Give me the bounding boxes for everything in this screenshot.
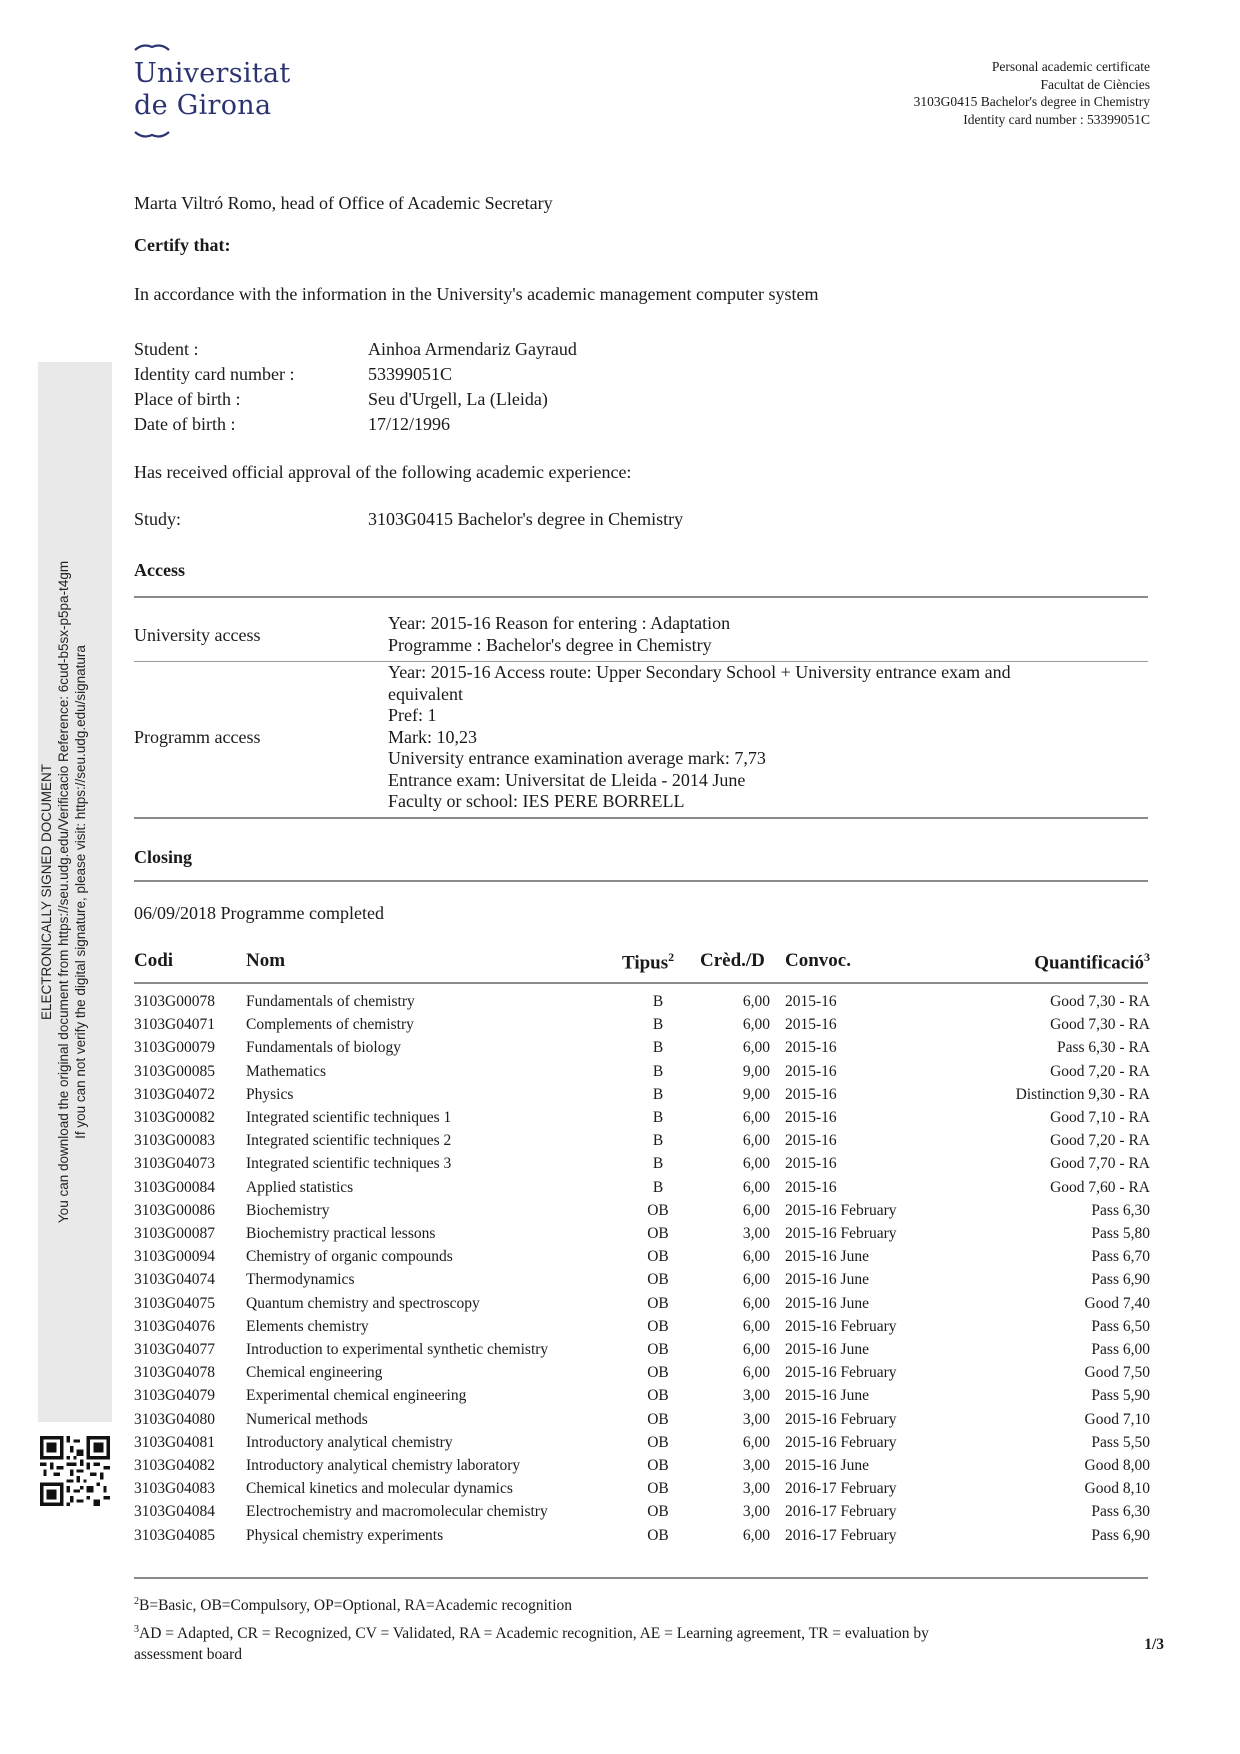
course-name: Physics <box>246 1085 294 1103</box>
course-type: OB <box>647 1201 669 1219</box>
course-name: Chemical engineering <box>246 1364 383 1382</box>
course-type: OB <box>647 1503 669 1521</box>
study-value: 3103G0415 Bachelor's degree in Chemistry <box>368 509 684 529</box>
access-heading: Access <box>134 560 185 580</box>
course-qualification: Good 7,60 - RA <box>1050 1178 1150 1196</box>
course-qualification: Pass 6,50 <box>1091 1317 1150 1335</box>
course-convocation: 2015-16 <box>785 1062 837 1080</box>
course-name: Quantum chemistry and spectroscopy <box>246 1294 480 1312</box>
course-type: B <box>652 1155 664 1173</box>
course-type: OB <box>647 1410 669 1428</box>
table-row <box>0 1039 1240 1062</box>
header-line-id: Identity card number : 53399051C <box>963 111 1150 127</box>
course-code: 3103G00083 <box>134 1132 215 1150</box>
table-row <box>0 1295 1240 1318</box>
course-name: Chemistry of organic compounds <box>246 1248 453 1266</box>
course-code: 3103G00094 <box>134 1248 215 1266</box>
course-convocation: 2015-16 <box>785 1016 837 1034</box>
course-code: 3103G00078 <box>134 993 215 1010</box>
course-convocation: 2015-16 June <box>785 1294 869 1312</box>
footnote-ref-2: 2 <box>668 950 675 964</box>
course-code: 3103G00086 <box>134 1201 215 1219</box>
course-credits: 9,00 <box>742 1085 770 1103</box>
course-qualification: Pass 6,90 <box>1091 1271 1150 1289</box>
course-name: Electrochemistry and macromolecular chemistry <box>246 1503 548 1521</box>
closing-text: 06/09/2018 Programme completed <box>134 903 384 923</box>
closing-heading: Closing <box>134 847 193 867</box>
col-header-name: Nom <box>246 950 286 971</box>
course-type: B <box>652 1132 664 1150</box>
approval-statement: Has received official approval of the following academic experience: <box>134 462 632 482</box>
id-card-label: Identity card number : <box>134 364 295 384</box>
access-detail-line: Programme : Bachelor's degree in Chemistry <box>388 634 712 655</box>
course-name: Biochemistry <box>246 1201 330 1219</box>
course-qualification: Pass 5,90 <box>1091 1387 1150 1405</box>
course-credits: 9,00 <box>742 1062 770 1080</box>
course-qualification: Good 8,10 <box>1084 1480 1150 1498</box>
col-header-code: Codi <box>134 950 174 971</box>
course-name: Introduction to experimental synthetic chemistry <box>246 1341 549 1358</box>
course-type: OB <box>647 1225 669 1242</box>
course-convocation: 2016-17 February <box>785 1526 897 1544</box>
accordance-statement: In accordance with the information in the University's academic management computer system <box>134 284 819 304</box>
course-convocation: 2015-16 June <box>785 1248 869 1266</box>
course-convocation: 2016-17 February <box>785 1503 897 1521</box>
col-header-type-text: Tipus <box>622 952 669 974</box>
course-code: 3103G04081 <box>134 1433 215 1451</box>
table-row <box>0 1503 1240 1526</box>
birthplace-value: Seu d'Urgell, La (Lleida) <box>368 389 548 409</box>
course-type: OB <box>647 1364 669 1382</box>
verification-signature-url: If you can not verify the digital signature, please visit: https://seu.udg.edu/signatura <box>73 645 88 1139</box>
footnote-3-text: AD = Adapted, CR = Recognized, CV = Validated, RA = Academic recognition, AE = Learning agreement, TR = evaluation by <box>139 1625 929 1643</box>
access-detail-line: Year: 2015-16 Access route: Upper Secondary School + University entrance exam and <box>388 662 1011 682</box>
course-qualification: Good 7,10 <box>1084 1410 1150 1428</box>
course-convocation: 2015-16 February <box>785 1410 897 1428</box>
course-credits: 6,00 <box>742 1248 770 1266</box>
course-qualification: Pass 6,90 <box>1091 1526 1150 1544</box>
table-row <box>0 1527 1240 1550</box>
course-qualification: Pass 6,70 <box>1091 1248 1150 1266</box>
course-code: 3103G04072 <box>134 1085 215 1103</box>
course-credits: 6,00 <box>742 1317 770 1335</box>
access-detail-line: Faculty or school: IES PERE BORRELL <box>388 791 685 811</box>
course-code: 3103G04083 <box>134 1480 215 1498</box>
footnote-ref-3: 3 <box>1144 950 1150 964</box>
signer-statement: Marta Viltró Romo, head of Office of Academic Secretary <box>134 193 553 213</box>
course-name: Fundamentals of chemistry <box>246 993 415 1010</box>
course-convocation: 2015-16 February <box>785 1225 897 1242</box>
programme-access-details <box>388 662 1148 813</box>
course-credits: 6,00 <box>742 1039 770 1057</box>
id-card-value: 53399051C <box>368 364 453 384</box>
course-convocation: 2015-16 June <box>785 1387 869 1405</box>
course-type: OB <box>647 1317 669 1335</box>
course-name: Numerical methods <box>246 1410 368 1428</box>
course-convocation: 2015-16 <box>785 1132 837 1150</box>
course-header-rule <box>134 982 1148 984</box>
course-qualification: Distinction 9,30 - RA <box>1015 1085 1150 1103</box>
course-credits: 6,00 <box>742 1526 770 1544</box>
birthdate-value: 17/12/1996 <box>368 414 451 434</box>
table-row <box>0 1086 1240 1109</box>
footnote-3 <box>134 1624 929 1643</box>
course-qualification: Pass 6,30 <box>1091 1503 1150 1521</box>
page-number: 1/3 <box>1144 1636 1164 1653</box>
course-qualification: Good 7,20 - RA <box>1050 1132 1150 1150</box>
course-type: OB <box>647 1457 669 1474</box>
table-row <box>0 1341 1240 1364</box>
course-credits: 6,00 <box>742 1109 770 1126</box>
course-name: Introductory analytical chemistry <box>246 1433 453 1451</box>
course-code: 3103G00085 <box>134 1062 215 1080</box>
course-credits: 3,00 <box>742 1387 770 1405</box>
course-credits: 6,00 <box>742 1341 770 1358</box>
course-type: OB <box>647 1480 669 1498</box>
course-convocation: 2015-16 <box>785 993 837 1010</box>
course-qualification: Good 7,10 - RA <box>1050 1109 1150 1126</box>
course-type: OB <box>647 1341 669 1358</box>
table-row <box>0 1411 1240 1434</box>
closing-rule <box>134 880 1148 882</box>
table-row <box>0 1202 1240 1225</box>
course-code: 3103G00082 <box>134 1109 215 1126</box>
logo-text-line2: de Girona <box>134 90 272 121</box>
access-detail-line: Year: 2015-16 Reason for entering : Adaptation <box>388 613 731 633</box>
course-convocation: 2015-16 February <box>785 1317 897 1335</box>
course-code: 3103G04080 <box>134 1410 215 1428</box>
course-code: 3103G00087 <box>134 1225 215 1242</box>
table-row <box>0 1248 1240 1271</box>
course-code: 3103G00079 <box>134 1039 215 1057</box>
course-type: OB <box>647 1433 669 1451</box>
course-credits: 6,00 <box>742 1201 770 1219</box>
footnote-2-mark: 2 <box>134 1596 139 1607</box>
course-type: OB <box>647 1271 669 1289</box>
course-credits: 6,00 <box>742 993 770 1010</box>
table-row <box>0 1434 1240 1457</box>
course-name: Introductory analytical chemistry laboratory <box>246 1457 521 1474</box>
course-convocation: 2015-16 <box>785 1109 837 1126</box>
course-credits: 6,00 <box>742 1433 770 1451</box>
course-type: OB <box>647 1248 669 1266</box>
course-name: Mathematics <box>246 1062 327 1080</box>
course-name: Fundamentals of biology <box>246 1039 401 1057</box>
course-convocation: 2015-16 June <box>785 1271 869 1289</box>
course-convocation: 2015-16 <box>785 1039 837 1057</box>
course-qualification: Good 7,30 - RA <box>1050 1016 1150 1034</box>
course-qualification: Good 7,30 - RA <box>1050 993 1150 1010</box>
programme-access-label: Programm access <box>134 727 261 747</box>
student-label: Student : <box>134 339 199 359</box>
table-row <box>0 1155 1240 1178</box>
course-credits: 6,00 <box>742 1016 770 1034</box>
footnote-2-text: B=Basic, OB=Compulsory, OP=Optional, RA=Academic recognition <box>139 1597 573 1615</box>
verification-download-url: You can download the original document from https://seu.udg.edu/Verificacio Reference: 6cud-b5sx-p5pa-t4gm <box>56 560 71 1224</box>
header-line-faculty: Facultat de Ciències <box>1040 76 1150 92</box>
course-credits: 3,00 <box>742 1225 770 1242</box>
table-row <box>0 993 1240 1016</box>
table-row <box>0 1318 1240 1341</box>
course-name: Applied statistics <box>246 1178 354 1196</box>
certify-heading: Certify that: <box>134 235 231 255</box>
course-qualification: Pass 6,00 <box>1091 1341 1150 1358</box>
course-name: Biochemistry practical lessons <box>246 1225 436 1242</box>
logo-bottom-ornament <box>134 130 170 142</box>
course-credits: 6,00 <box>742 1364 770 1382</box>
course-type: B <box>652 1016 664 1034</box>
table-row <box>0 1225 1240 1248</box>
course-qualification: Good 8,00 <box>1084 1457 1150 1474</box>
verification-title: ELECTRONICALLY SIGNED DOCUMENT <box>39 763 54 1021</box>
course-code: 3103G04074 <box>134 1271 215 1289</box>
course-name: Chemical kinetics and molecular dynamics <box>246 1480 513 1498</box>
course-name: Complements of chemistry <box>246 1016 414 1034</box>
course-code: 3103G04078 <box>134 1364 215 1382</box>
footnote-rule <box>134 1577 1148 1579</box>
course-code: 3103G00084 <box>134 1178 215 1196</box>
course-type: B <box>652 993 664 1010</box>
course-credits: 3,00 <box>742 1480 770 1498</box>
table-row <box>0 1132 1240 1155</box>
col-header-convocation: Convoc. <box>785 950 851 971</box>
course-code: 3103G04075 <box>134 1294 215 1312</box>
table-row <box>0 1063 1240 1086</box>
course-name: Physical chemistry experiments <box>246 1526 444 1544</box>
logo-top-ornament <box>134 42 170 52</box>
course-convocation: 2015-16 June <box>785 1341 869 1358</box>
course-name: Experimental chemical engineering <box>246 1387 467 1405</box>
course-credits: 3,00 <box>742 1410 770 1428</box>
col-header-qualification <box>1034 950 1150 974</box>
course-code: 3103G04076 <box>134 1317 215 1335</box>
course-qualification: Pass 6,30 <box>1091 1201 1150 1219</box>
course-type: B <box>652 1039 664 1057</box>
table-row <box>0 1457 1240 1480</box>
table-row <box>0 1016 1240 1039</box>
course-qualification: Good 7,50 <box>1084 1364 1150 1382</box>
course-credits: 6,00 <box>742 1132 770 1150</box>
table-row <box>0 1179 1240 1202</box>
table-row <box>0 1387 1240 1410</box>
course-credits: 6,00 <box>742 1294 770 1312</box>
course-type: OB <box>647 1526 669 1544</box>
course-credits: 3,00 <box>742 1457 770 1474</box>
course-convocation: 2015-16 February <box>785 1364 897 1382</box>
table-row <box>0 1480 1240 1503</box>
header-line-degree: 3103G0415 Bachelor's degree in Chemistry <box>913 94 1150 109</box>
course-convocation: 2015-16 <box>785 1085 837 1103</box>
course-code: 3103G04079 <box>134 1387 215 1405</box>
access-bottom-rule <box>134 817 1148 819</box>
course-convocation: 2015-16 February <box>785 1433 897 1451</box>
course-qualification: Pass 6,30 - RA <box>1056 1039 1150 1057</box>
footnote-2 <box>134 1596 572 1615</box>
table-row <box>0 1271 1240 1294</box>
course-code: 3103G04073 <box>134 1155 215 1173</box>
birthplace-label: Place of birth : <box>134 389 241 409</box>
course-convocation: 2016-17 February <box>785 1480 897 1498</box>
document-header-info <box>914 58 1150 128</box>
study-label: Study: <box>134 509 182 529</box>
course-convocation: 2015-16 February <box>785 1201 897 1219</box>
course-convocation: 2015-16 <box>785 1178 837 1196</box>
course-credits: 6,00 <box>742 1271 770 1289</box>
course-type: OB <box>647 1294 669 1312</box>
course-type: B <box>652 1085 664 1103</box>
access-detail-line: Entrance exam: Universitat de Lleida - 2014 June <box>388 769 746 790</box>
course-code: 3103G04071 <box>134 1016 215 1034</box>
table-row <box>0 1109 1240 1132</box>
course-credits: 6,00 <box>742 1178 770 1196</box>
course-name: Integrated scientific techniques 3 <box>246 1155 452 1173</box>
access-detail-line: Mark: 10,23 <box>388 726 477 747</box>
university-access-details <box>388 613 1148 656</box>
course-type: B <box>652 1109 664 1126</box>
course-name: Thermodynamics <box>246 1271 355 1289</box>
course-credits: 3,00 <box>742 1503 770 1521</box>
course-name: Integrated scientific techniques 1 <box>246 1109 452 1126</box>
logo-text-line1: Universitat <box>134 58 291 89</box>
course-code: 3103G04085 <box>134 1526 215 1544</box>
birthdate-label: Date of birth : <box>134 414 236 434</box>
course-code: 3103G04084 <box>134 1503 215 1521</box>
table-row <box>0 1364 1240 1387</box>
course-qualification: Good 7,40 <box>1084 1294 1150 1312</box>
access-detail-line: Pref: 1 <box>388 705 437 725</box>
course-type: OB <box>647 1387 669 1405</box>
access-top-rule <box>134 596 1148 598</box>
course-type: B <box>652 1062 664 1080</box>
course-qualification: Pass 5,80 <box>1091 1225 1150 1242</box>
university-access-label: University access <box>134 625 261 645</box>
header-line-type: Personal academic certificate <box>991 59 1150 74</box>
course-qualification: Good 7,20 - RA <box>1050 1062 1150 1080</box>
course-convocation: 2015-16 <box>785 1155 837 1173</box>
access-detail-line: University entrance examination average mark: 7,73 <box>388 748 766 768</box>
access-detail-line: equivalent <box>388 683 463 704</box>
university-logo <box>134 42 314 152</box>
col-header-type <box>622 950 674 974</box>
course-credits: 6,00 <box>742 1155 770 1173</box>
course-convocation: 2015-16 June <box>785 1457 869 1474</box>
course-name: Elements chemistry <box>246 1317 369 1335</box>
course-code: 3103G04082 <box>134 1457 215 1474</box>
col-header-credits: Crèd./D <box>700 950 765 971</box>
student-value: Ainhoa Armendariz Gayraud <box>368 339 577 359</box>
footnote-3-mark: 3 <box>134 1624 139 1635</box>
course-type: B <box>652 1178 664 1196</box>
course-qualification: Pass 5,50 <box>1091 1433 1150 1451</box>
course-code: 3103G04077 <box>134 1341 215 1358</box>
course-qualification: Good 7,70 - RA <box>1050 1155 1150 1173</box>
footnote-3-continued: assessment board <box>134 1646 243 1663</box>
course-name: Integrated scientific techniques 2 <box>246 1132 452 1150</box>
col-header-qual-text: Quantificació <box>1034 952 1144 974</box>
